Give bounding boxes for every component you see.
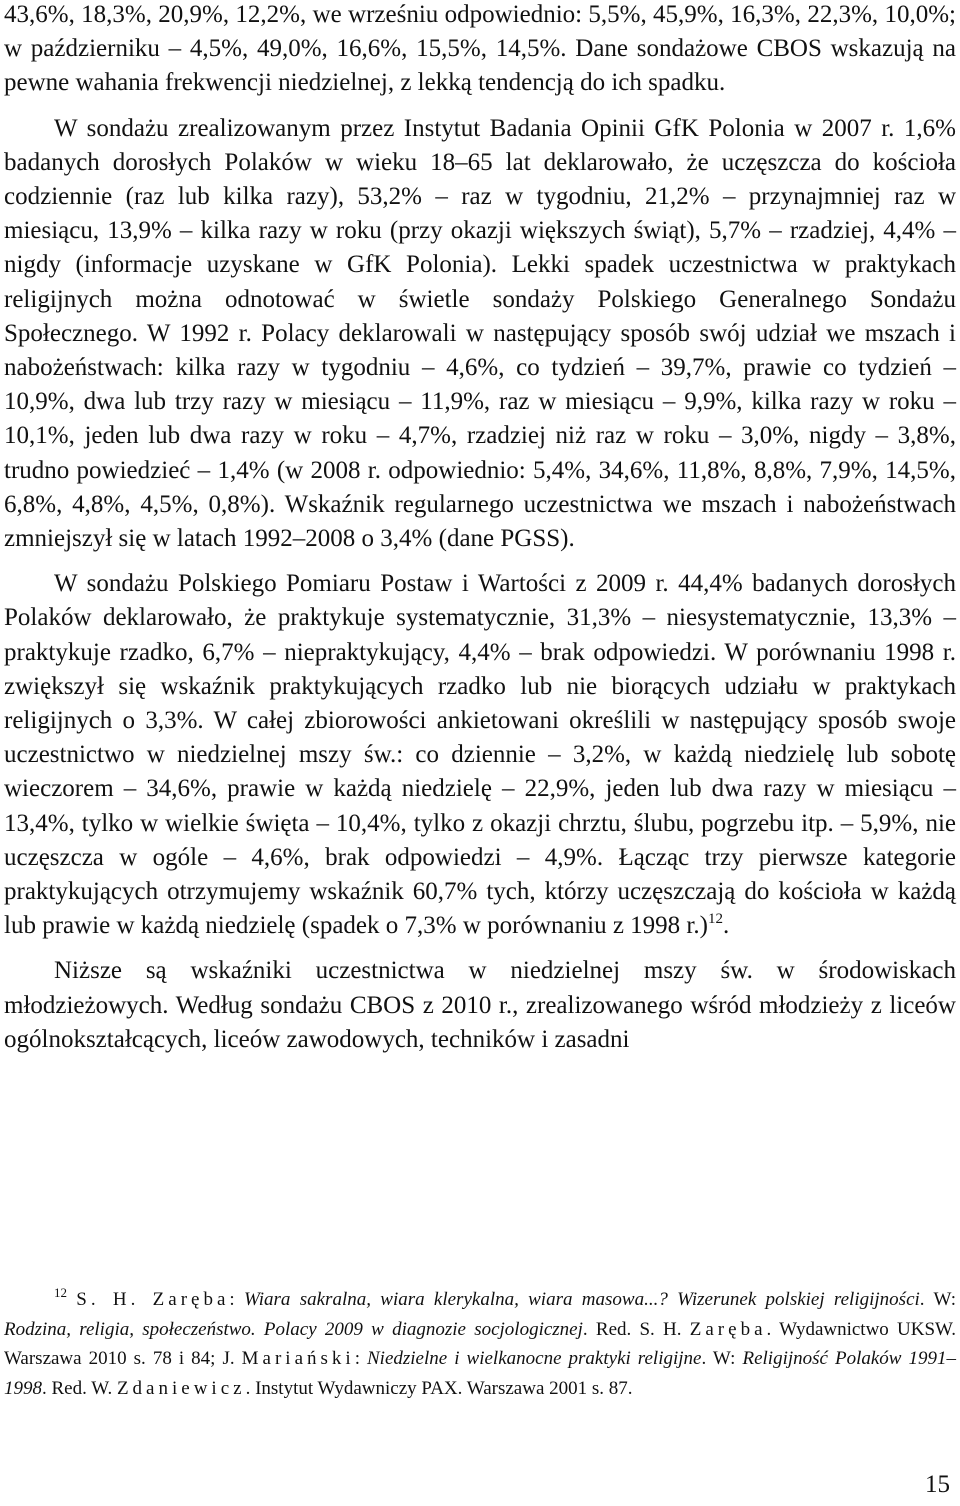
footnote-publication: . Instytut Wydawniczy PAX. Warszawa 2001 s. 87. [245,1377,633,1399]
footnote-title-1: Wiara sakralna, wiara klerykalna, wiara masowa...? Wizerunek polskiej religijności [243,1289,920,1310]
footnote-author-2: Mariański [241,1348,355,1370]
footnote-number: 12 [54,1285,67,1300]
body-text [4,0,956,1057]
footnote-editor-1: Zaręba [689,1318,767,1340]
footnote-separator: . Red. S. H. [582,1318,690,1340]
footnote-editor-2: Zdaniewicz [116,1377,246,1399]
footnote [4,1285,956,1403]
footnote-title-2: Rodzina, religia, społeczeństwo. Polacy 2009 w diagnozie socjologicznej [4,1318,583,1340]
paragraph-3-end: . [722,912,730,940]
footnote-separator: . Red. W. [42,1377,117,1399]
paragraph-3-text: W sondażu Polskiego Pomiaru Postaw i Wartości z 2009 r. 44,4% badanych dorosłych Polaków deklarowało, że praktykuje systematycznie, 31,3% – niesystematycznie, 13,3% – praktykuje rzadko, 6,7% – niepraktykujący, 4,4% – brak odpowiedzi. W porównaniu 1998 r. zwiększył się wskaźnik praktykujących rzadko lub nie biorących udziału w praktykach religijnych o 3,3%. W całej zbiorowości ankietowani określili w następujący sposób swoje uczestnictwo w niedzielnej mszy św.: co dziennie – 3,2%, w każdą niedzielę lub sobotę wieczorem – 34,6%, prawie w każdą niedzielę – 22,9%, jeden lub dwa razy w miesiącu – 13,4%, tylko w wielkie święta – 10,4%, tylko z okazji chrztu, ślubu, pogrzebu itp. – 5,9%, nie uczęszcza w ogóle – 4,6%, brak odpowiedzi – 4,9%. Łącząc trzy pierwsze kategorie praktykujących otrzymujemy wskaźnik 60,7% tych, którzy uczęszczają do kościoła w każdą lub prawie w każdą niedzielę (spadek o 7,3% w porównaniu z 1998 r.) [4,570,956,940]
footnote-title-4: Religijność Polaków 1991–1998 [4,1348,956,1399]
paragraph-2: W sondażu zrealizowanym przez Instytut Badania Opinii GfK Polonia w 2007 r. 1,6% badanych dorosłych Polaków w wieku 18–65 lat deklarowało, że uczęszcza do kościoła codziennie (raz lub kilka razy), 53,2% – raz w tygodniu, 21,2% – przynajmniej raz w miesiącu, 13,9% – kilka razy w roku (przy okazji większych świąt), 5,7% – rzadziej, 4,4% – nigdy (informacje uzyskane w GfK Polonia). Lekki spadek uczestnictwa w praktykach religijnych można odnotować w świetle sondaży Polskiego Generalnego Sondażu Społecznego. W 1992 r. Polacy deklarowali w następujący sposób swój udział we mszach i nabożeństwach: kilka razy w tygodniu – 4,6%, co tydzień – 39,7%, prawie co tydzień – 10,9%, dwa lub trzy razy w miesiącu – 11,9%, raz w miesiącu – 9,9%, kilka razy w roku – 10,1%, jeden lub dwa razy w roku – 4,7%, rzadziej niż raz w roku – 3,0%, nigdy – 3,8%, trudno powiedzieć – 1,4% (w 2008 r. odpowiednio: 5,4%, 34,6%, 11,8%, 8,8%, 7,9%, 14,5%, 6,8%, 4,8%, 4,5%, 0,8%). Wskaźnik regularnego uczestnictwa we mszach i nabożeństwach zmniejszył się w latach 1992–2008 o 3,4% (dane PGSS). [4,114,956,553]
footnote-publication: . Wydawnictwo UKSW. Warszawa 2010 s. 78 i 84; J. [4,1318,956,1370]
footnote-separator: . W: [701,1348,743,1370]
page-number: 15 [925,1471,950,1498]
footnote-author-1: S. H. Zaręba [76,1289,230,1310]
paragraph-3 [4,567,956,943]
footnote-separator: . W: [919,1289,956,1310]
footnote-separator: : [354,1348,367,1370]
footnote-reference: 12 [707,911,723,928]
footnote-title-3: Niedzielne i wielkanocne praktyki religijne [367,1348,702,1370]
footnote-separator: : [229,1289,244,1310]
paragraph-1: 43,6%, 18,3%, 20,9%, 12,2%, we wrześniu odpowiednio: 5,5%, 45,9%, 16,3%, 22,3%, 10,0%; w październiku – 4,5%, 49,0%, 16,6%, 15,5%, 14,5%. Dane sondażowe CBOS wskazują na pewne wahania frekwencji niedzielnej, z lekką tendencją do ich spadku. [4,1,956,97]
paragraph-4: Niższe są wskaźniki uczestnictwa w niedzielnej mszy św. w środowiskach młodzieżowych. Według sondażu CBOS z 2010 r., zrealizowanego wśród młodzieży z liceów ogólnokształcących, liceów zawodowych, techników i zasadni [4,957,956,1053]
footnote-12 [4,1285,956,1403]
